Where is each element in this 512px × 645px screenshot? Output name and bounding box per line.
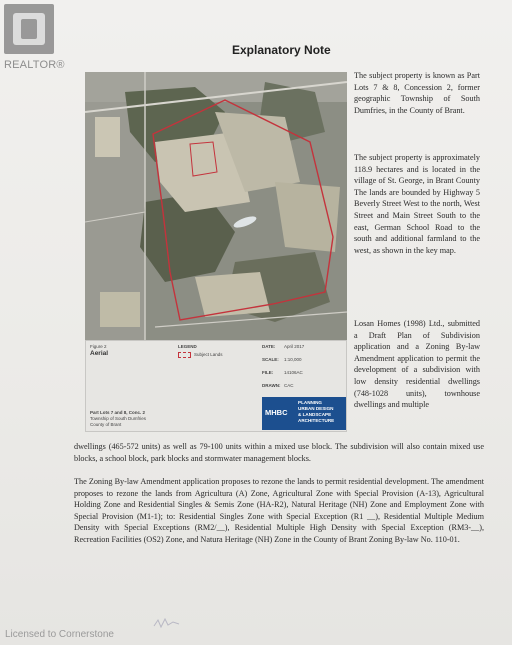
firm-short-name: MHBC xyxy=(265,408,288,417)
figure-title: Aerial xyxy=(90,350,109,357)
location-line-3: County of Brant xyxy=(90,422,122,427)
realtor-watermark xyxy=(4,4,65,74)
paragraph-applications-part1: Losan Homes (1998) Ltd., submitted a Draft Plan of Subdivision application and a Zoning By-law Amendment application to permit the development of a subdivision with low density residential dwellings (748-1028 units), townhouse dwellings and multiple xyxy=(354,319,480,410)
legend-item-label: Subject Lands xyxy=(194,352,223,357)
paragraph-property-description: The subject property is known as Part Lots 7 & 8, Concession 2, former geographic Township of South Dumfries, in the County of Brant. xyxy=(354,71,480,115)
firm-line-3: & LANDSCAPE xyxy=(298,412,332,417)
location-line-1: Part Lots 7 and 8, Conc. 2 xyxy=(90,410,146,415)
date-label: DATE: xyxy=(262,344,276,349)
realtor-logo-icon xyxy=(4,4,54,54)
date-value: April 2017 xyxy=(284,344,305,349)
location-line-2: Township of South Dumfries xyxy=(90,416,147,421)
figure-label: Figure 2 xyxy=(90,344,107,349)
drawn-value: CAC xyxy=(284,383,294,388)
map-legend-block xyxy=(85,340,347,432)
firm-descriptor xyxy=(298,400,334,424)
firm-line-1: PLANNING xyxy=(298,400,322,405)
scale-label: SCALE: xyxy=(262,357,279,362)
paragraph-zoning-amendment: The Zoning By-law Amendment application proposes to rezone the lands to permit residential development. The amendment proposes to rezone the lands from Agricultura (A) Zone, Agricultural Zone with Special Provision (A-13), Agricultural Holding Zone and Residential Singles & Semis Zone (HA-R2), Natural Heritage (NH) Zone and Employment Zone with Special Provision (M1-1); to: Residential Singles Zone with Special Exception (R1 __), Residential Multiple Medium Density with Special Exceptions (RM2/__), Residential Multiple High Density with Special Exception (RM3-__), Recreation Facilities (OS2) Zone, and Natura Heritage (NH) Zone in the County of Brant Zoning By-law No. 110-01. xyxy=(74,477,484,544)
pen-mark xyxy=(152,616,182,630)
subject-lands-swatch-icon xyxy=(178,352,191,358)
document-title: Explanatory Note xyxy=(232,43,331,57)
firm-line-2: URBAN DESIGN xyxy=(298,406,334,411)
paragraph-applications-part2: dwellings (465-572 units) as well as 79-100 units within a mixed use block. The subdivision will also contain mixed use blocks, a school block, park blocks and stormwater management blocks. xyxy=(74,442,484,463)
scale-value: 1:10,000 xyxy=(284,357,302,362)
paragraph-property-location: The subject property is approximately 118.9 hectares and is located in the village of St. George, in Brant County The lands are bounded by Highway 5 Beverly Street West to the north, West Street and Main Street South to the east, German School Road to the south and additional farmland to the west, as shown in the key map. xyxy=(354,153,480,255)
firm-line-4: ARCHITECTURE xyxy=(298,418,335,423)
realtor-logo-text: REALTOR® xyxy=(4,59,65,71)
legend-heading: LEGEND xyxy=(178,344,197,349)
aerial-map-image xyxy=(85,72,347,340)
file-label: FILE: xyxy=(262,370,274,375)
file-value: 14106AC xyxy=(284,370,303,375)
drawn-label: DRAWN: xyxy=(262,383,281,388)
licence-watermark: Licensed to Cornerstone xyxy=(5,629,114,640)
firm-logo-block xyxy=(262,397,346,430)
